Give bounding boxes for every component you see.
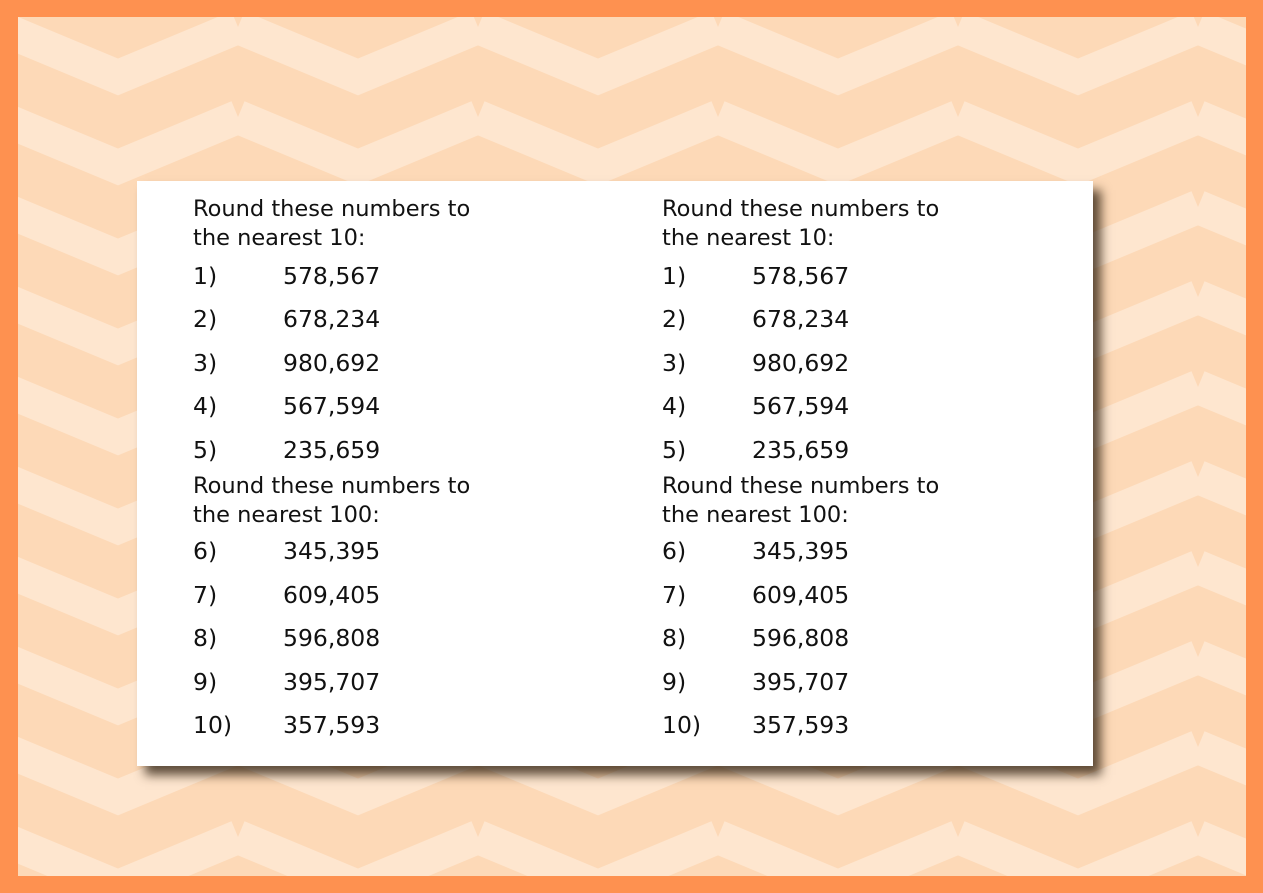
heading-line: Round these numbers to bbox=[662, 472, 940, 499]
question-value: 609,405 bbox=[283, 580, 381, 609]
question-value: 980,692 bbox=[283, 348, 381, 377]
question-item bbox=[662, 660, 1082, 704]
question-item bbox=[193, 573, 613, 617]
question-number: 6) bbox=[193, 537, 218, 566]
heading-line: the nearest 100: bbox=[662, 501, 849, 528]
section-heading bbox=[662, 195, 1082, 253]
question-number: 2) bbox=[193, 305, 218, 334]
question-item bbox=[662, 385, 1082, 429]
question-number: 9) bbox=[193, 667, 218, 696]
question-item bbox=[193, 298, 613, 342]
question-value: 395,707 bbox=[752, 667, 850, 696]
question-number: 10) bbox=[193, 711, 233, 740]
worksheet-column-left bbox=[193, 195, 613, 747]
section-heading bbox=[662, 472, 1082, 530]
question-list bbox=[193, 254, 613, 472]
question-number: 3) bbox=[662, 348, 687, 377]
question-value: 596,808 bbox=[752, 624, 850, 653]
section-heading bbox=[193, 472, 613, 530]
question-number: 8) bbox=[193, 624, 218, 653]
question-item bbox=[193, 385, 613, 429]
question-value: 980,692 bbox=[752, 348, 850, 377]
question-item bbox=[662, 617, 1082, 661]
section-nearest-10 bbox=[193, 195, 613, 472]
question-value: 578,567 bbox=[752, 261, 850, 290]
question-number: 2) bbox=[662, 305, 687, 334]
question-value: 567,594 bbox=[752, 392, 850, 421]
heading-line: Round these numbers to bbox=[193, 472, 471, 499]
question-item bbox=[193, 254, 613, 298]
question-item bbox=[193, 530, 613, 574]
question-list bbox=[662, 254, 1082, 472]
question-number: 1) bbox=[193, 261, 218, 290]
question-value: 235,659 bbox=[283, 435, 381, 464]
question-value: 578,567 bbox=[283, 261, 381, 290]
question-item bbox=[193, 704, 613, 748]
question-value: 596,808 bbox=[283, 624, 381, 653]
worksheet-column-right bbox=[662, 195, 1082, 747]
question-item bbox=[662, 428, 1082, 472]
question-item bbox=[662, 530, 1082, 574]
heading-line: the nearest 10: bbox=[662, 225, 835, 251]
worksheet bbox=[137, 181, 1093, 766]
section-nearest-100 bbox=[662, 472, 1082, 748]
question-list bbox=[193, 530, 613, 748]
question-item bbox=[193, 617, 613, 661]
question-value: 357,593 bbox=[752, 711, 850, 740]
question-number: 4) bbox=[193, 392, 218, 421]
question-value: 235,659 bbox=[752, 435, 850, 464]
question-item bbox=[662, 704, 1082, 748]
question-number: 6) bbox=[662, 537, 687, 566]
heading-line: the nearest 100: bbox=[193, 501, 380, 528]
question-number: 3) bbox=[193, 348, 218, 377]
question-list bbox=[662, 530, 1082, 748]
question-value: 357,593 bbox=[283, 711, 381, 740]
question-number: 7) bbox=[193, 580, 218, 609]
heading-line: the nearest 10: bbox=[193, 225, 366, 251]
question-value: 395,707 bbox=[283, 667, 381, 696]
heading-line: Round these numbers to bbox=[193, 196, 471, 222]
question-value: 678,234 bbox=[283, 305, 381, 334]
question-value: 567,594 bbox=[283, 392, 381, 421]
question-item bbox=[662, 573, 1082, 617]
question-number: 5) bbox=[193, 435, 218, 464]
question-number: 8) bbox=[662, 624, 687, 653]
question-number: 7) bbox=[662, 580, 687, 609]
section-nearest-100 bbox=[193, 472, 613, 748]
section-nearest-10 bbox=[662, 195, 1082, 472]
heading-line: Round these numbers to bbox=[662, 196, 940, 222]
question-item bbox=[193, 341, 613, 385]
question-value: 345,395 bbox=[752, 537, 850, 566]
question-value: 345,395 bbox=[283, 537, 381, 566]
question-item bbox=[662, 298, 1082, 342]
question-item bbox=[662, 254, 1082, 298]
question-number: 4) bbox=[662, 392, 687, 421]
question-number: 10) bbox=[662, 711, 702, 740]
question-item bbox=[193, 660, 613, 704]
question-number: 9) bbox=[662, 667, 687, 696]
question-item bbox=[193, 428, 613, 472]
question-value: 609,405 bbox=[752, 580, 850, 609]
section-heading bbox=[193, 195, 613, 253]
question-number: 1) bbox=[662, 261, 687, 290]
question-number: 5) bbox=[662, 435, 687, 464]
question-value: 678,234 bbox=[752, 305, 850, 334]
question-item bbox=[662, 341, 1082, 385]
